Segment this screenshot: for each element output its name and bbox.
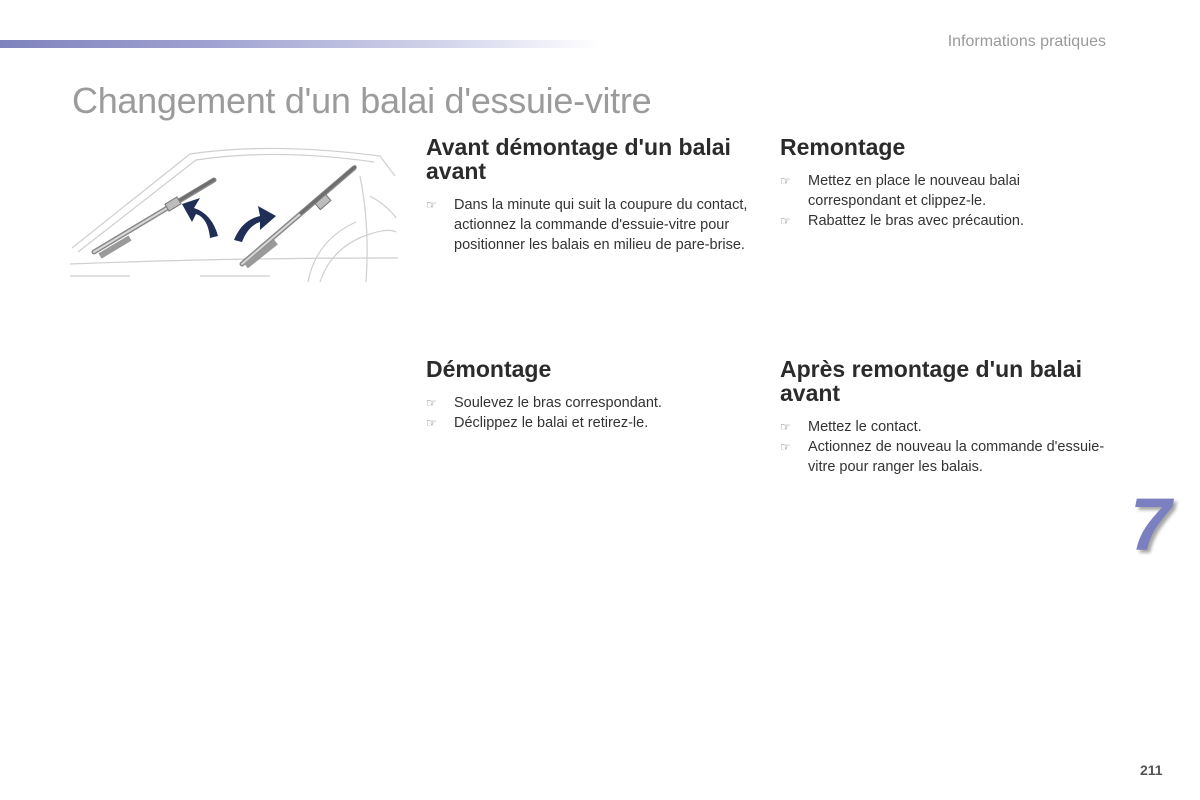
section-remontage	[780, 135, 1110, 231]
list-item	[780, 171, 1110, 211]
section-heading: Démontage	[426, 356, 552, 382]
pointing-hand-bullet-icon: ☞	[780, 214, 791, 228]
section-demontage	[426, 357, 756, 433]
list-item-text: Déclippez le balai et retirez-le.	[454, 415, 649, 431]
curved-arrow-icon	[182, 198, 218, 238]
list-item-text: Rabattez le bras avec précaution.	[808, 213, 1025, 229]
page-title: Changement d'un balai d'essuie-vitre	[72, 80, 652, 121]
pointing-hand-bullet-icon: ☞	[780, 420, 791, 434]
instruction-list	[426, 195, 756, 255]
section-header: Informations pratiques	[947, 33, 1106, 50]
pointing-hand-bullet-icon: ☞	[426, 396, 437, 410]
instruction-list	[780, 417, 1110, 477]
list-item-text: Mettez en place le nouveau balai correspondant et clippez-le.	[808, 173, 1021, 209]
page-number: 211	[1140, 762, 1163, 778]
list-item-text: Dans la minute qui suit la coupure du contact, actionnez la commande d'essuie-vitre pour positionner les balais en milieu de pare-brise.	[454, 197, 748, 253]
list-item	[780, 437, 1110, 477]
section-heading: Avant démontage d'un balai avant	[426, 134, 731, 184]
list-item	[426, 413, 756, 433]
pointing-hand-bullet-icon: ☞	[780, 440, 791, 454]
list-item	[426, 393, 756, 413]
list-item-text: Mettez le contact.	[808, 419, 922, 435]
list-item-text: Soulevez le bras correspondant.	[454, 395, 662, 411]
curved-arrow-icon	[234, 206, 276, 242]
section-avant-demontage	[426, 135, 756, 255]
pointing-hand-bullet-icon: ☞	[780, 174, 791, 188]
list-item	[426, 195, 756, 255]
pointing-hand-bullet-icon: ☞	[426, 198, 437, 212]
top-accent-band	[0, 40, 600, 48]
chapter-number: 7	[1130, 483, 1172, 566]
section-heading: Remontage	[780, 134, 906, 160]
section-apres-remontage	[780, 357, 1110, 477]
list-item-text: Actionnez de nouveau la commande d'essuie-vitre pour ranger les balais.	[808, 439, 1105, 475]
list-item	[780, 211, 1110, 231]
pointing-hand-bullet-icon: ☞	[426, 416, 437, 430]
section-heading: Après remontage d'un balai avant	[780, 356, 1082, 406]
list-item	[780, 417, 1110, 437]
instruction-list	[780, 171, 1110, 231]
instruction-list	[426, 393, 756, 433]
windshield-wiper-illustration	[70, 136, 400, 284]
